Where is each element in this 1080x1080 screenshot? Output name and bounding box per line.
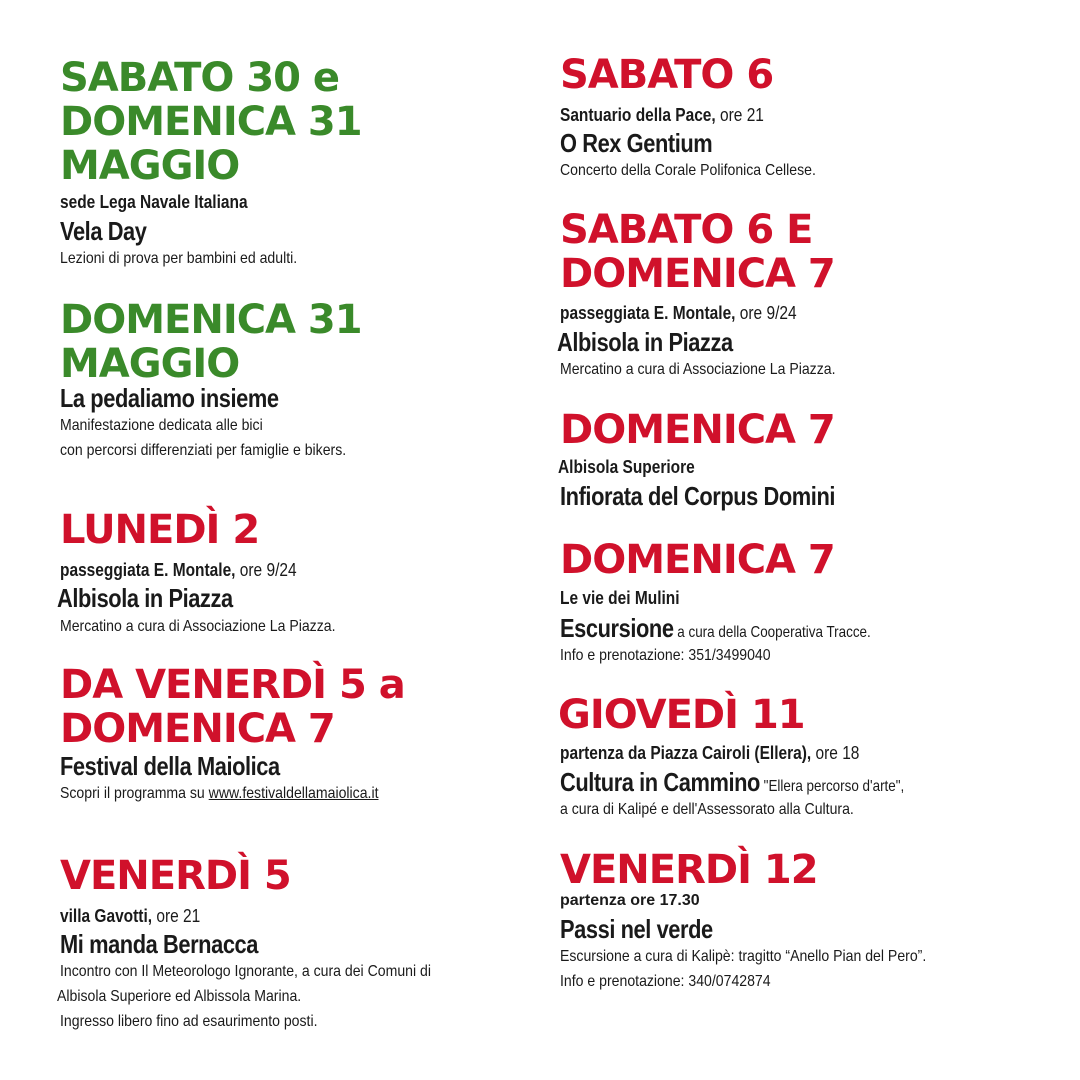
event-date: DOMENICA 7 <box>560 251 835 297</box>
event-date: VENERDÌ 5 <box>60 853 291 899</box>
event-location <box>60 905 200 927</box>
location-name: villa Gavotti, <box>60 906 153 926</box>
event-description: Info e prenotazione: 351/3499040 <box>560 647 771 664</box>
event-time: ore 18 <box>811 743 860 763</box>
location-name: partenza da Piazza Cairoli (Ellera), <box>560 743 812 763</box>
event-title <box>560 613 871 648</box>
event-description: Concerto della Corale Polifonica Cellese. <box>560 162 816 179</box>
event-location: Albisola Superiore <box>558 457 695 477</box>
event-title: Passi nel verde <box>560 914 713 944</box>
event-description: Lezioni di prova per bambini ed adulti. <box>60 250 298 267</box>
title-text: Cultura in Cammino <box>560 767 760 797</box>
description-text: Scopri il programma su <box>60 785 209 802</box>
event-date: LUNEDÌ 2 <box>60 507 260 553</box>
event-title: Albisola in Piazza <box>57 583 233 613</box>
event-description: Ingresso libero fino ad esaurimento posti. <box>60 1013 318 1030</box>
event-location: Le vie dei Mulini <box>560 588 680 608</box>
festival-link[interactable]: www.festivaldellamaiolica.it <box>208 785 379 802</box>
event-location <box>560 742 859 764</box>
location-name: passeggiata E. Montale, <box>560 303 736 323</box>
event-date: SABATO 30 e <box>60 55 340 101</box>
location-name: passeggiata E. Montale, <box>60 560 236 580</box>
event-description: a cura di Kalipé e dell'Assessorato alla Cultura. <box>560 801 854 818</box>
location-name: Santuario della Pace, <box>560 105 716 125</box>
event-description: Mercatino a cura di Associazione La Piazza. <box>560 361 836 378</box>
event-location <box>560 302 797 324</box>
event-date: SABATO 6 E <box>560 207 813 253</box>
event-date: MAGGIO <box>60 143 240 189</box>
event-date: DOMENICA 31 <box>60 99 362 145</box>
event-title: Festival della Maiolica <box>60 751 280 781</box>
title-text: Escursione <box>560 613 674 643</box>
title-suffix: a cura della Cooperativa Tracce. <box>673 624 871 641</box>
event-location: partenza ore 17.30 <box>560 892 700 909</box>
title-suffix: "Ellera percorso d'arte", <box>759 778 905 795</box>
event-description: Incontro con Il Meteorologo Ignorante, a cura dei Comuni di <box>60 963 431 980</box>
event-description: con percorsi differenziati per famiglie e bikers. <box>60 442 347 459</box>
event-location: sede Lega Navale Italiana <box>60 192 248 212</box>
event-date: MAGGIO <box>60 341 240 387</box>
event-title <box>560 767 904 802</box>
event-time: ore 21 <box>715 105 764 125</box>
event-time: ore 9/24 <box>235 560 297 580</box>
event-date: DOMENICA 7 <box>60 706 335 752</box>
event-title: La pedaliamo insieme <box>60 383 279 413</box>
event-description: Mercatino a cura di Associazione La Piazza. <box>60 618 336 635</box>
event-title: Mi manda Bernacca <box>60 929 259 959</box>
event-date: DA VENERDÌ 5 a <box>60 662 405 708</box>
event-date: SABATO 6 <box>560 52 774 98</box>
event-time: ore 9/24 <box>735 303 797 323</box>
event-time: ore 21 <box>152 906 201 926</box>
event-title: Vela Day <box>60 216 147 246</box>
event-description: Albisola Superiore ed Albissola Marina. <box>57 988 302 1005</box>
event-title: O Rex Gentium <box>560 128 713 158</box>
event-date: GIOVEDÌ 11 <box>558 692 805 738</box>
event-location <box>60 559 297 581</box>
event-description <box>60 783 378 805</box>
event-description: Manifestazione dedicata alle bici <box>60 417 263 434</box>
event-date: VENERDÌ 12 <box>560 847 818 893</box>
event-date: DOMENICA 7 <box>560 537 835 583</box>
event-title: Albisola in Piazza <box>557 327 733 357</box>
event-date: DOMENICA 31 <box>60 297 362 343</box>
event-description: Info e prenotazione: 340/0742874 <box>560 973 771 990</box>
event-description: Escursione a cura di Kalipè: tragitto “Anello Pian del Pero”. <box>560 948 927 965</box>
event-location <box>560 104 764 126</box>
event-date: DOMENICA 7 <box>560 407 835 453</box>
event-title: Infiorata del Corpus Domini <box>560 481 836 511</box>
